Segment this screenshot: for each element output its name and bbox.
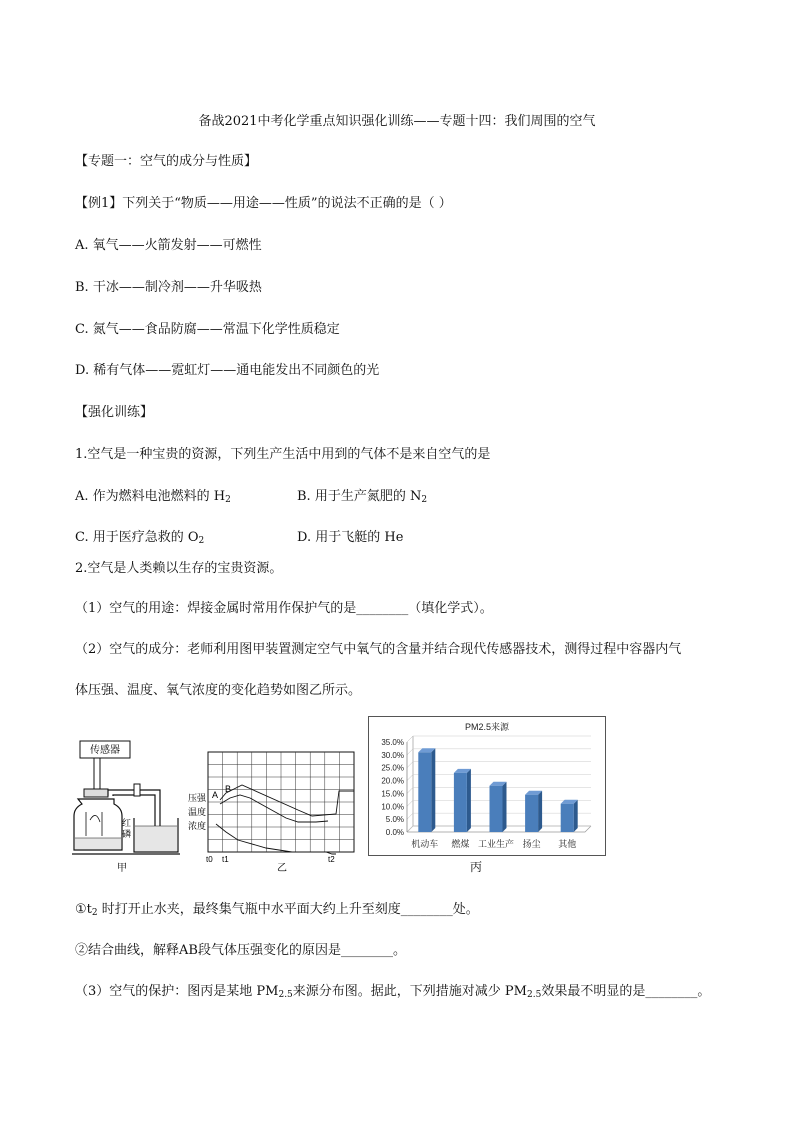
bar [454,773,467,832]
y-tick-label: 20.0% [381,776,404,786]
figure-caption-bing: 丙 [470,860,483,874]
y-tick-label: 0.0% [385,828,404,837]
q2-sub-ii: ②结合曲线，解释AB段气体压强变化的原因是________。 [75,943,406,958]
chart-title: PM2.5来源 [464,722,510,732]
x-category-label: 工业生产 [477,839,515,849]
grid-diag [407,749,413,755]
bar-side [431,748,435,832]
q1-stem: 1.空气是一种宝贵的资源，下列生产生活中用到的气体不是来自空气的是 [75,447,491,462]
tick-t2: t2 [328,855,335,864]
q2-stem: 2.空气是人类赖以生存的宝贵资源。 [75,561,283,576]
q1-option-a: A. 作为燃料电池燃料的 $H_2$ [75,489,231,505]
x-category-label: 机动车 [411,839,439,849]
q1-option-c: C. 用于医疗急救的 $O_2$ [75,530,205,546]
example-option-b: B. 干冰——制冷剂——升华吸热 [75,280,262,295]
bar-side [467,769,471,832]
grid-diag [407,787,413,793]
apparatus-figure [72,734,182,874]
grid-diag [407,800,413,806]
tick-t1: t1 [222,855,229,864]
sensor-label: 传感器 [90,745,120,756]
bar-side [538,791,542,832]
q2-part2-line1: （2）空气的成分：老师利用图甲装置测定空气中氧气的含量并结合现代传感器技术，测得过程中容器内气 [75,642,682,657]
y-tick-label: 10.0% [381,802,404,812]
page-title: 备战2021中考化学重点知识强化训练——专题十四：我们周围的空气 [198,114,596,129]
q1-option-b: B. 用于生产氮肥的 $N_2$ [297,489,428,505]
example-stem: 【例1】下列关于“物质——用途——性质”的说法不正确的是（ ） [75,196,452,211]
section-heading-1: 【专题一：空气的成分与性质】 [75,154,258,169]
grid-diag [407,813,413,819]
grid-diag [407,736,413,742]
y-tick-label: 5.0% [385,815,404,825]
y-tick-label: 30.0% [381,750,404,760]
grid-diag [407,775,413,781]
tick-t0: t0 [206,855,213,864]
point-b-label: B [225,784,232,794]
pm25-chart-frame [368,716,606,856]
bar-side [574,800,578,832]
x-category-label: 其他 [558,839,577,849]
x-category-label: 燃煤 [451,839,470,849]
point-a-label: A [212,790,219,800]
bar [525,795,538,832]
q2-part2-line2: 体压强、温度、氧气浓度的变化趋势如图乙所示。 [75,683,362,698]
q2-sub-i: $①t_2$ 时打开止水夹，最终集气瓶中水平面大约上升至刻度________处。 [75,902,479,918]
bar [418,752,431,832]
bar [490,786,503,832]
curve-figure [186,740,358,875]
concentration-curve [216,824,336,854]
phosphorus-label-1: 红 [122,818,132,828]
figure-caption-jia: 甲 [117,863,127,874]
label-temperature: 温度 [188,807,207,817]
example-option-a: A. 氧气——火箭发射——可燃性 [75,238,262,253]
pm25-bar-chart [369,717,605,855]
figure-caption-yi: 乙 [277,863,287,874]
q2-part3: （3）空气的保护：图丙是某地 $PM_{2.5}$来源分布图。据此，下列措施对减少 $PM_{2.5}$效果最不明显的是________。 [75,984,711,1000]
y-tick-label: 25.0% [381,763,404,773]
grid-diag [407,762,413,768]
label-pressure: 压强 [188,793,207,803]
bar-side [503,782,507,832]
y-tick-label: 35.0% [381,738,404,747]
phosphorus-label-2: 磷 [122,829,132,839]
example-option-c: C. 氮气——食品防腐——常温下化学性质稳定 [75,322,340,337]
grid-diag [407,826,413,832]
y-tick-label: 15.0% [381,789,404,799]
example-option-d: D. 稀有气体——霓虹灯——通电能发出不同颜色的光 [75,363,380,378]
q1-option-d: D. 用于飞艇的 He [297,530,404,545]
label-concentration: 浓度 [188,821,207,831]
q2-part1: （1）空气的用途：焊接金属时常用作保护气的是________（填化学式）。 [75,601,493,616]
section-heading-2: 【强化训练】 [75,405,154,420]
bar [561,804,574,832]
x-category-label: 扬尘 [522,839,541,849]
